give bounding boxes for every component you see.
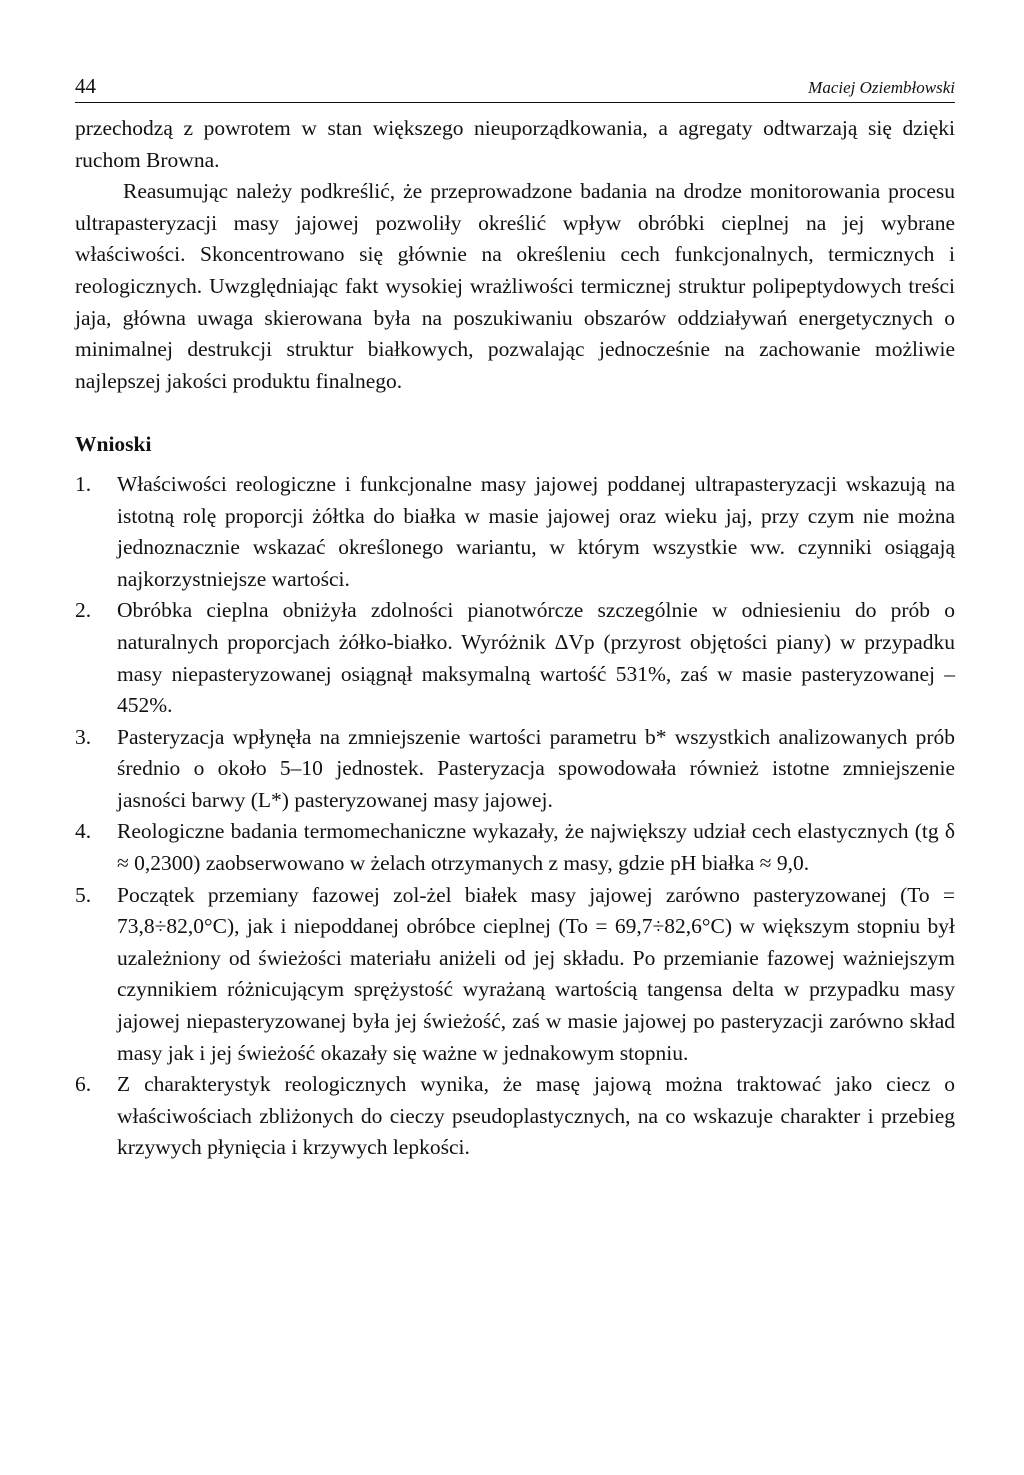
item-number: 6. <box>75 1072 92 1097</box>
conclusion-item <box>75 880 955 1070</box>
item-text: Pasteryzacja wpłynęła na zmniejszenie wartości parametru b* wszystkich analizowanych prób średnio o około 5–10 jednostek. Pasteryzacja spowodowała również istotne zmniejszenie jasności barwy (L*) pasteryzowanej masy jajowej. <box>117 724 955 812</box>
item-number: 1. <box>75 471 92 496</box>
item-text: Obróbka cieplna obniżyła zdolności pianotwórcze szczególnie w odniesieniu do prób o naturalnych proporcjach żółko-białko. Wyróżnik ΔVp (przyrost objętości piany) w przypadku masy niepasteryzowanej osiągnął maksymalną wartość 531%, zaś w masie pasteryzowanej – 452%. <box>117 598 955 718</box>
conclusion-item <box>75 595 955 721</box>
item-text: Reologiczne badania termomechaniczne wykazały, że największy udział cech elastycznych (tg δ ≈ 0,2300) zaobserwowano w żelach otrzymanych z masy, gdzie pH białka ≈ 9,0. <box>117 819 955 876</box>
item-number: 2. <box>75 598 92 623</box>
conclusions-list <box>75 469 955 1164</box>
item-text: Z charakterystyk reologicznych wynika, że masę jajową można traktować jako ciecz o właściwościach zbliżonych do cieczy pseudoplastycznych, na co wskazuje charakter i przebieg krzywych płynięcia i krzywych lepkości. <box>117 1072 955 1160</box>
conclusion-item <box>75 816 955 879</box>
body-text <box>75 113 955 1164</box>
page-number: 44 <box>75 74 96 98</box>
page-header <box>75 72 955 103</box>
conclusion-item <box>75 722 955 817</box>
item-number: 5. <box>75 882 92 907</box>
item-text: Początek przemiany fazowej zol-żel białek masy jajowej zarówno pasteryzowanej (To = 73,8÷82,0°C), jak i niepoddanej obróbce cieplnej (To = 69,7÷82,6°C) w większym stopniu był uzależniony od świeżości materiału aniżeli od jej składu. Po przemianie fazowej ważniejszym czynnikiem różnicującym sprężystość wyrażaną wartością tangensa delta w przypadku masy jajowej niepasteryzowanej była jej świeżość, zaś w masie jajowej po pasteryzacji zarówno skład masy jak i jej świeżość okazały się ważne w jednakowym stopniu. <box>117 882 955 1065</box>
item-number: 3. <box>75 724 92 749</box>
document-page <box>75 72 955 1164</box>
item-text: Właściwości reologiczne i funkcjonalne masy jajowej poddanej ultrapasteryzacji wskazują na istotną rolę proporcji żółtka do białka w masie jajowej oraz wieku jaj, przy czym nie można jednoznacznie wskazać określonego wariantu, w którym wszystkie ww. czynniki osiągają najkorzystniejsze wartości. <box>117 471 955 591</box>
item-number: 4. <box>75 819 92 844</box>
paragraph-continuation: przechodzą z powrotem w stan większego nieuporządkowania, a agregaty odtwarzają się dzięki ruchom Browna. <box>75 116 955 172</box>
conclusion-item <box>75 469 955 595</box>
running-header-author: Maciej Oziembłowski <box>808 78 955 97</box>
paragraph-summary: Reasumując należy podkreślić, że przeprowadzone badania na drodze monitorowania procesu ultrapasteryzacji masy jajowej pozwoliły określić wpływ obróbki cieplnej na jej wybrane właściwości. Skoncentrowano się głównie na określeniu cech funkcjonalnych, termicznych i reologicznych. Uwzględniając fakt wysokiej wrażliwości termicznej struktur polipeptydowych treści jaja, główna uwaga skierowana była na poszukiwaniu obszarów oddziaływań energetycznych o minimalnej destrukcji struktur białkowych, pozwalając jednocześnie na zachowanie możliwie najlepszej jakości produktu finalnego. <box>75 179 955 393</box>
conclusion-item <box>75 1069 955 1164</box>
section-heading-conclusions: Wnioski <box>75 432 152 457</box>
